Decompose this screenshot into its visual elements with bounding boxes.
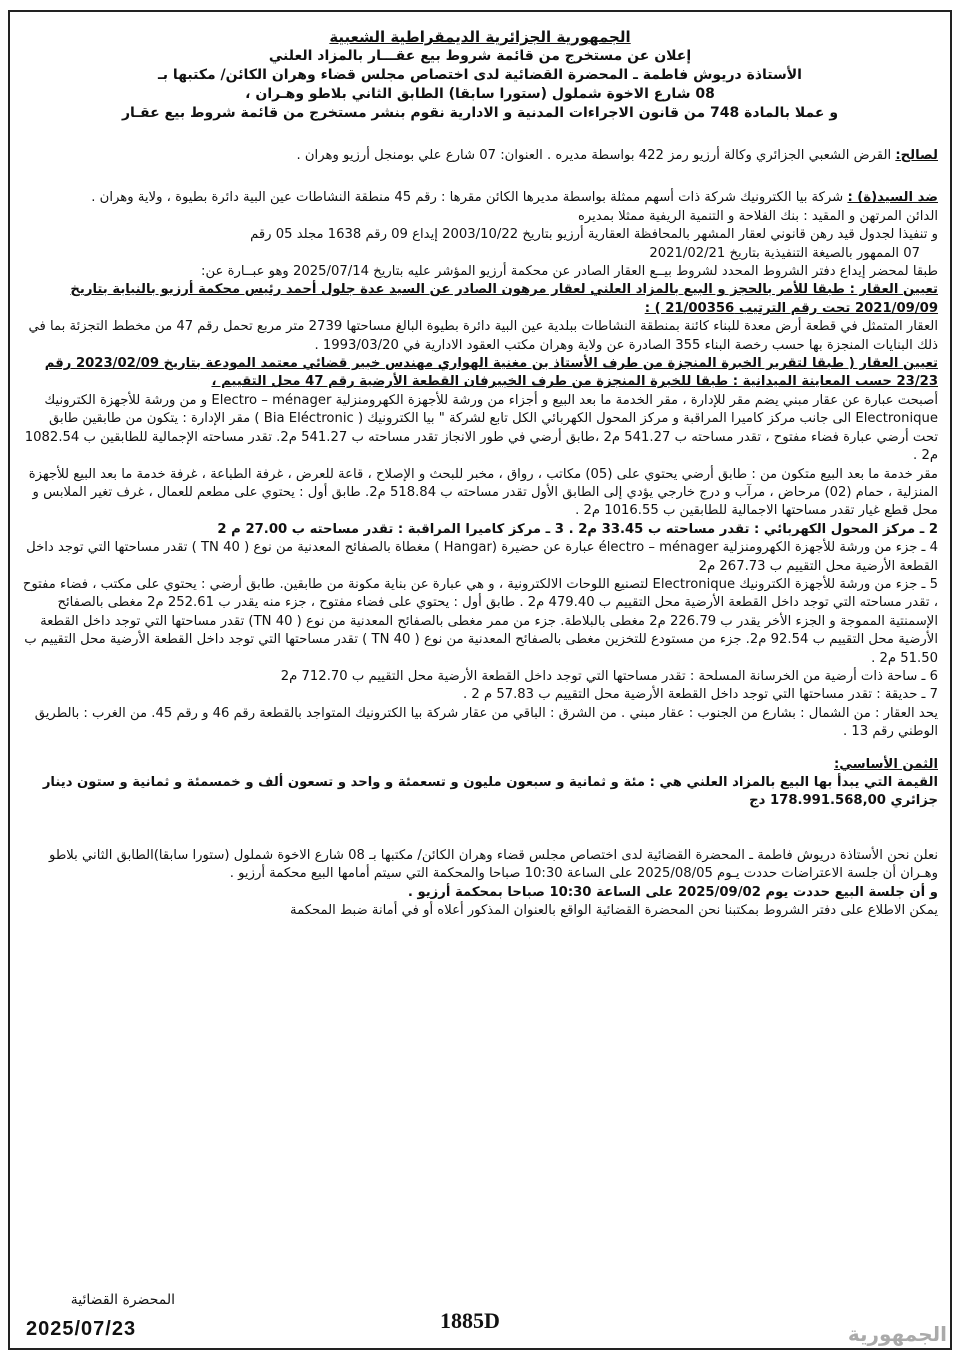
property-paragraph-7: 7 ـ حديقة : تقدر مساحتها التي توجد داخل القطعة الأرضية محل التقييم ب 57.83 م 2 . <box>462 687 938 703</box>
debtor-block <box>22 189 938 207</box>
property-paragraph-3: 2 ـ مركز المحول الكهربائي : تقدر مساحته ب 33.45 م2 . 3 ـ مركز كاميرا المراقبة : تقدر مساحته ب 27.00 م 2 <box>217 521 938 537</box>
footer-date: 2025/07/23 <box>26 1318 137 1340</box>
debtor-label: ضد السيد(ة) : <box>847 190 938 206</box>
footer-code: 1885D <box>440 1308 500 1333</box>
designation-text: العقار المتمثل في قطعة أرض معدة للبناء كائنة بمنطقة النشاطات ببلدية عين البية دائرة بطيوة البالغ مساحتها 2739 متر مربع تحمل رقم 47 من مخطط التجزئة بما في ذلك البنايات المنجزة بها حسب رخصة البناء 355 الصادرة عن ولاية وهران مكتب العقود الادارية في 1993/03/20 . <box>28 319 938 353</box>
legal-notice <box>22 28 938 920</box>
debtor-text: شركة بيا الكترونيك شركة ذات أسهم ممثلة بواسطة مديرها الكائن مقرها : رقم 45 منطقة النشاطات عين البية دائرة بطيوة ، ولاية وهران . <box>91 190 844 206</box>
property-paragraph-6: 6 ـ ساحة ذات أرضية من الخرسانة المسلحة : تقدر مساحتها التي توجد داخل القطعة الأرضية محل التقييم ب 712.70 م2 <box>280 668 938 684</box>
creditor-block <box>22 147 938 165</box>
notice-paragraph-1: نعلن نحن الأستاذة دريوش فاطمة ـ المحضرة القضائية لدى اختصاص مجلس قضاء وهران الكائن/ مكتبها بـ 08 شارع الاخوة شملول (ستورا سابقا)الطابق الثاني بلاطو وهـران أن جلسة الاعتراضات حددت يـوم 2025/08/05 على الساعة 10:30 صباحا والمحكمة التي سيتم أمامها البيع محكمة أرزيو . <box>49 847 938 882</box>
expert-heading: تعيين العقار ( طبقا لتقرير الخبرة المنجزة من طرف الأستاذ بن مغنية الهواري مهندس خبير قضائي معتمد المودعة بتاريخ 2023/02/09 رقم 23/23 حسب المعاينة الميدانية : طبقا للخبرة المنجزة من طرف الخبيرفان القطعة الأرضية رقم 47 محل التقييم ، <box>44 356 938 390</box>
notice-paragraph-2: و أن جلسة البيع حددت يوم 2025/09/02 على الساعة 10:30 صباحا بمحكمة أرزيو . <box>407 884 938 900</box>
price-text: القيمة التي يبدأ بها البيع بالمزاد العلني هي : مئة و ثمانية و سبعون مليون و تسعمئة و واحد و تسعون ألف و خمسمئة و ثمانية و ستون دينار جزائري 178.991.568,00 دج <box>42 775 938 809</box>
republic-title: الجمهورية الجزائرية الديمقراطية الشعبية <box>329 28 631 46</box>
creditor-label: لصالح: <box>895 148 938 163</box>
execution-line-1: و تنفيذا لجدول قيد رهن قانوني لعقار المشهر بالمحافظة العقارية أرزيو بتاريخ 2003/10/22 إيداع 09 رقم 1638 مجلد 05 رقم <box>250 227 938 243</box>
newspaper-logo: الجمهورية <box>847 1322 947 1346</box>
designation-heading: تعيين العقار : طبقا للأمر بالحجز و البيع بالمزاد العلني لعقار مرهون الصادر عن السيد عدة جلول أحمد رئيس محكمة أرزيو بالنيابة بتاريخ 2021/09/09 تحت رقم الترتيب 21/00356 ) : <box>70 282 938 316</box>
address-line: 08 شارع الاخوة شملول (ستورا سابقا) الطابق الثاني بلاطو وهـران ، <box>245 86 715 102</box>
price-label: الثمن الأساسي: <box>834 756 938 772</box>
execution-line-3: طبقا لمحضر إيداع دفتر الشروط المحدد لشروط بيــع العقار الصادر عن محكمة أرزيو المؤشر عليه بتاريخ 2025/07/14 وهو عبــارة عن: <box>201 264 938 280</box>
creditor-text: القرض الشعبي الجزائري وكالة أرزيو رمز 422 بواسطة مديره . العنوان: 07 شارع علي بومنجل أرزيو وهران . <box>296 148 892 163</box>
bailiff-line: الأستاذة دريوش فاطمة ـ المحضرة القضائية لدى اختصاص مجلس قضاء وهران الكائن/ مكتبها بـ <box>158 67 802 83</box>
property-bounds: يحد العقار : من الشمال : بشارع من الجنوب : عقار مبني . من الشرق : الباقي من عقار شركة بيا الكترونيك المتواجد بالقطعة رقم 46 و رقم 45. من الغرب : بالطريق الوطني رقم 13 . <box>34 705 938 740</box>
property-paragraph-1: أصبحت عبارة عن عقار مبني يضم مقر للإدارة ، مقر الخدمة ما بعد البيع و أجزاء من ورشة للأجهزة الكهرومنزلية Electro – ménager و من ورشة للأجهزة الكترونيك Electronique الى جانب مركز كاميرا المراقبة و مركز المحول الكهربائي الكل تابع لشركة " بيا الكترونيك ( Bia Eléctronic ) مقر الإدارة : يتكون من طابقين طابق تحت أرضي عبارة فضاء مفتوح ، تقدر مساحته ب 541.27 م2 ،طابق أرضي في طور الانجاز تقدر مساحته ب 541.27 م2. تقدر مساحته الإجمالية للطابقين ب 1082.54 م2 . <box>24 392 938 464</box>
notice-paragraph-3: يمكن الاطلاع على دفتر الشروط بمكتبنا نحن المحضرة القضائية الواقع بالعنوان المذكور أعلاه أو في أمانة ضبط المحكمة <box>290 903 938 919</box>
legal-basis: و عملا بالمادة 748 من قانون الاجراءات المدنية و الادارية نقوم بنشر مستخرج من قائمة شروط بيع عقـار <box>121 105 839 121</box>
property-paragraph-5: 5 ـ جزء من ورشة للأجهزة الكترونيك Electronique لتصنيع اللوحات الالكترونية ، و هي عبارة عن بناية مكونة من طابقين. طابق أرضي : يحتوي على مكتب ، فضاء مفتوح ، تقدر مساحته التي توجد داخل القطعة الأرضية محل التقييم ب 479.40 م2 . طابق أول : يحتوي على فضاء مفتوح ، جزء منه يقدر ب 252.61 م2 مغطى بالصفائح الإسمنتية المموجة و الجزء الأخر يقدر ب 226.79 م2 مغطى بالبلاطة. جزء من ممر مغطى بالصفائح المعدنية من نوع ( TN 40) تقدر مساحتها التي توجد داخل القطعة الأرضية محل التقييم ب 92.54 م2. جزء من مستودع للتخزين مغطى بالصفائح المعدنية من نوع ( TN 40 ) تقدر مساحتها التي توجد داخل القطعة الأرضية محل التقييم ب 51.50 م2 . <box>22 576 938 666</box>
mortgagee: الدائن المرتهن و المقيد : بنك الفلاحة و التنمية الريفية ممثلا بمديره <box>578 208 938 224</box>
signature-office: المحضرة القضائية <box>70 1292 175 1308</box>
notice-title: إعلان عن مستخرج من قائمة شروط بيع عقـــار بالمزاد العلني <box>268 48 692 64</box>
property-paragraph-2: مقر خدمة ما بعد البيع متكون من : طابق أرضي يحتوي على (05) مكاتب ، رواق ، مخبر للبحث و الإصلاح ، قاعة للعرض ، غرفة الطباعة ، غرفة خدمة ما بعد البيع للأجهزة المنزلية ، حمام (02) مرحاض ، مرآب و درج خارجي يؤدي إلى الطابق الأول تقدر مساحته ب 518.84 م2. طابق أول : يحتوي على مطعم للعمال ، غرف تغير الملابس و محل قطع غيار تقدر مساحتها الاجمالية للطابقين ب 1016.55 م2 . <box>28 466 938 519</box>
property-paragraph-4: 4 ـ جزء من ورشة للأجهزة الكهرومنزلية électro – ménager عبارة عن حضيرة (Hangar ) مغطاة بالصفائح المعدنية من نوع ( TN 40 ) تقدر مساحتها التي توجد داخل القطعة الأرضية محل التقييم ب 267.73 م2 <box>26 540 938 574</box>
execution-line-2: 07 الممهور بالصيغة التنفيذية بتاريخ 2021/02/21 <box>649 245 920 261</box>
header <box>22 28 938 123</box>
